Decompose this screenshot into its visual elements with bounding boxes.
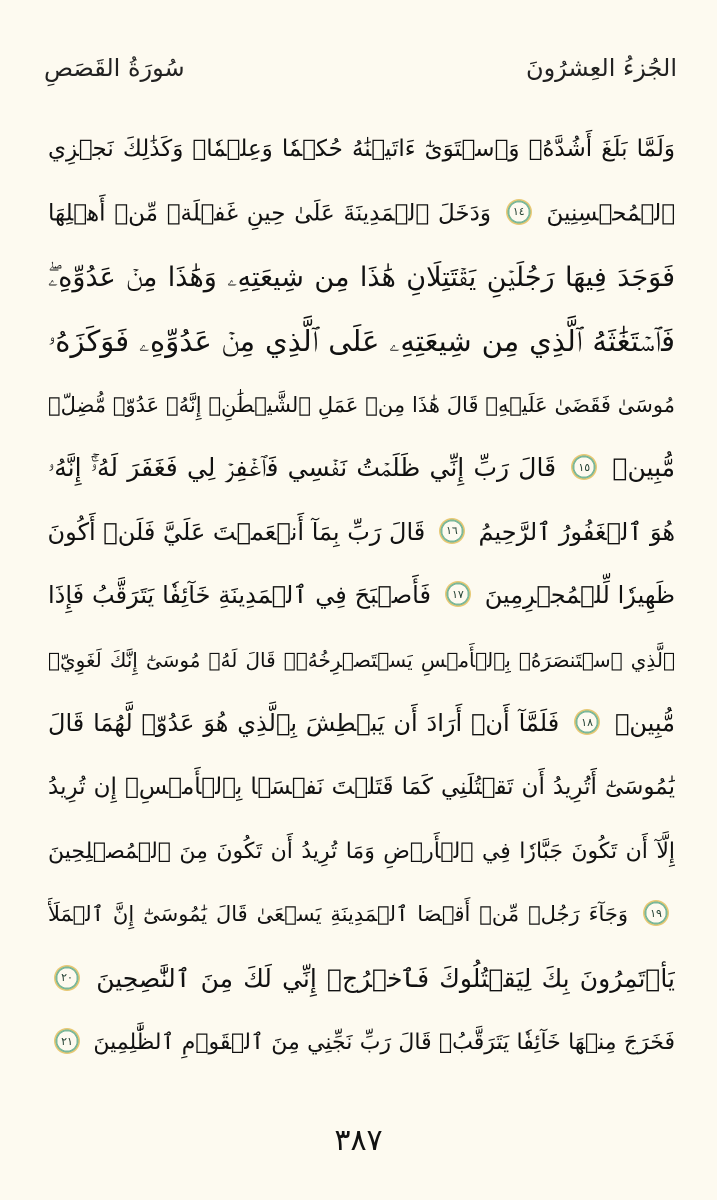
text-line-content <box>48 517 675 546</box>
text-line <box>48 565 675 629</box>
verse-text: فَوَجَدَ فِيهَا رَجُلَيۡنِ يَقۡتَتِلَانِ هَٰذَا مِن شِيعَتِهِۦ وَهَٰذَا مِنۡ عَدُوِّهِۦۖ <box>48 261 675 293</box>
verse-text: قَالَ رَبِّ بِمَآ أَنۡعَمۡتَ عَلَيَّ فَلَنۡ أَكُونَ <box>48 517 426 546</box>
text-line-content <box>48 963 675 993</box>
ayah-number: ١٥ <box>578 460 591 474</box>
verse-text: يَأۡتَمِرُونَ بِكَ لِيَقۡتُلُوكَ فَٱخۡرُجۡ إِنِّي لَكَ مِنَ ٱلنَّٰصِحِينَ <box>96 963 675 993</box>
verse-text: وَجَآءَ رَجُلٞ مِّنۡ أَقۡصَا ٱلۡمَدِينَةِ يَسۡعَىٰ قَالَ يَٰمُوسَىٰٓ إِنَّ ٱلۡمَلَأَ <box>48 902 629 927</box>
verse-text: مُّبِينٞ <box>614 709 675 738</box>
text-line <box>48 309 675 373</box>
text-line <box>48 501 675 565</box>
text-line-content <box>48 902 675 928</box>
ayah-number: ١٩ <box>650 906 662 920</box>
text-line-content <box>48 776 675 799</box>
text-line <box>48 756 675 820</box>
text-line-content <box>48 455 675 482</box>
surah-title: سُورَةُ القَصَصِ <box>44 54 185 82</box>
text-line-content <box>48 583 675 609</box>
text-line-content <box>48 392 675 417</box>
verse-text: هُوَ ٱلۡغَفُورُ ٱلرَّحِيمُ <box>478 517 675 546</box>
quran-text-block <box>48 118 675 1075</box>
text-line <box>48 692 675 756</box>
ayah-number: ١٨ <box>581 715 593 729</box>
text-line-content <box>48 261 675 293</box>
text-line <box>48 1011 675 1075</box>
text-line <box>48 373 675 437</box>
text-line-content <box>48 838 675 864</box>
ayah-marker-icon <box>643 900 669 926</box>
page-header <box>44 46 677 90</box>
text-line-content <box>48 201 675 227</box>
verse-text: فَلَمَّآ أَنۡ أَرَادَ أَن يَبۡطِشَ بِٱلَّذِي هُوَ عَدُوّٞ لَّهُمَا قَالَ <box>48 709 560 738</box>
verse-text: يَٰمُوسَىٰٓ أَتُرِيدُ أَن تَقۡتُلَنِي كَمَا قَتَلۡتَ نَفۡسَۢا بِٱلۡأَمۡسِۖ إِن تُرِيدُ <box>48 774 675 801</box>
verse-text: فَٱسۡتَغَٰثَهُ ٱلَّذِي مِن شِيعَتِهِۦ عَلَى ٱلَّذِي مِنۡ عَدُوِّهِۦ فَوَكَزَهُۥ <box>48 323 675 358</box>
ayah-number: ١٤ <box>512 205 525 219</box>
verse-text: إِلَّآ أَن تَكُونَ جَبَّارٗا فِي ٱلۡأَرۡضِ وَمَا تُرِيدُ أَن تَكُونَ مِنَ ٱلۡمُصۡلِحِينَ <box>48 838 675 864</box>
ayah-number: ٢١ <box>61 1034 73 1048</box>
text-line <box>48 118 675 182</box>
text-line-content <box>48 138 675 161</box>
text-line <box>48 820 675 884</box>
ayah-marker-icon <box>571 454 597 480</box>
verse-text: فَأَصۡبَحَ فِي ٱلۡمَدِينَةِ خَآئِفٗا يَتَرَقَّبُ فَإِذَا <box>48 581 431 610</box>
verse-text: مُوسَىٰ فَقَضَىٰ عَلَيۡهِۖ قَالَ هَٰذَا مِنۡ عَمَلِ ٱلشَّيۡطَٰنِۖ إِنَّهُۥ عَدُوّٞ مُّضِلّٞ <box>48 392 675 417</box>
text-line <box>48 628 675 692</box>
ayah-marker-icon <box>445 581 471 607</box>
verse-text: ٱلۡمُحۡسِنِينَ <box>546 200 675 227</box>
text-line <box>48 884 675 948</box>
ayah-marker-icon <box>574 709 600 735</box>
ayah-marker-icon <box>54 1028 80 1054</box>
ayah-number: ١٦ <box>445 524 458 538</box>
text-line-content <box>48 1030 675 1056</box>
ayah-number: ١٧ <box>451 587 464 601</box>
text-line <box>48 437 675 501</box>
page-number: ٣٨٧ <box>334 1123 383 1158</box>
verse-text: وَدَخَلَ ٱلۡمَدِينَةَ عَلَىٰ حِينِ غَفۡلَةٖ مِّنۡ أَهۡلِهَا <box>48 200 491 227</box>
ayah-marker-icon <box>439 518 465 544</box>
text-line-content <box>48 323 675 358</box>
juz-title: الجُزءُ العِشرُونَ <box>525 54 677 82</box>
verse-text: ظَهِيرٗا لِّلۡمُجۡرِمِينَ <box>484 581 675 610</box>
text-line <box>48 182 675 246</box>
verse-text: فَخَرَجَ مِنۡهَا خَآئِفٗا يَتَرَقَّبُۖ قَالَ رَبِّ نَجِّنِي مِنَ ٱلۡقَوۡمِ ٱلظَّٰلِمِينَ <box>93 1030 675 1056</box>
verse-text: مُّبِينٞ <box>612 453 675 483</box>
text-line <box>48 947 675 1011</box>
verse-text: ٱلَّذِي ٱسۡتَنصَرَهُۥ بِٱلۡأَمۡسِ يَسۡتَصۡرِخُهُۥۚ قَالَ لَهُۥ مُوسَىٰٓ إِنَّكَ لَغَوِيّٞ <box>48 648 675 673</box>
ayah-number: ٢٠ <box>61 971 73 985</box>
ayah-marker-icon <box>506 199 532 225</box>
text-line <box>48 246 675 310</box>
verse-text: وَلَمَّا بَلَغَ أَشُدَّهُۥ وَٱسۡتَوَىٰٓ ءَاتَيۡنَٰهُ حُكۡمٗا وَعِلۡمٗاۚ وَكَذَٰلِكَ نَجۡزِي <box>48 136 675 163</box>
verse-text: قَالَ رَبِّ إِنِّي ظَلَمۡتُ نَفۡسِي فَٱغۡفِرۡ لِي فَغَفَرَ لَهُۥٓۚ إِنَّهُۥ <box>48 453 557 483</box>
text-line-content <box>48 648 675 673</box>
text-line-content <box>48 711 675 737</box>
ayah-marker-icon <box>54 965 80 991</box>
